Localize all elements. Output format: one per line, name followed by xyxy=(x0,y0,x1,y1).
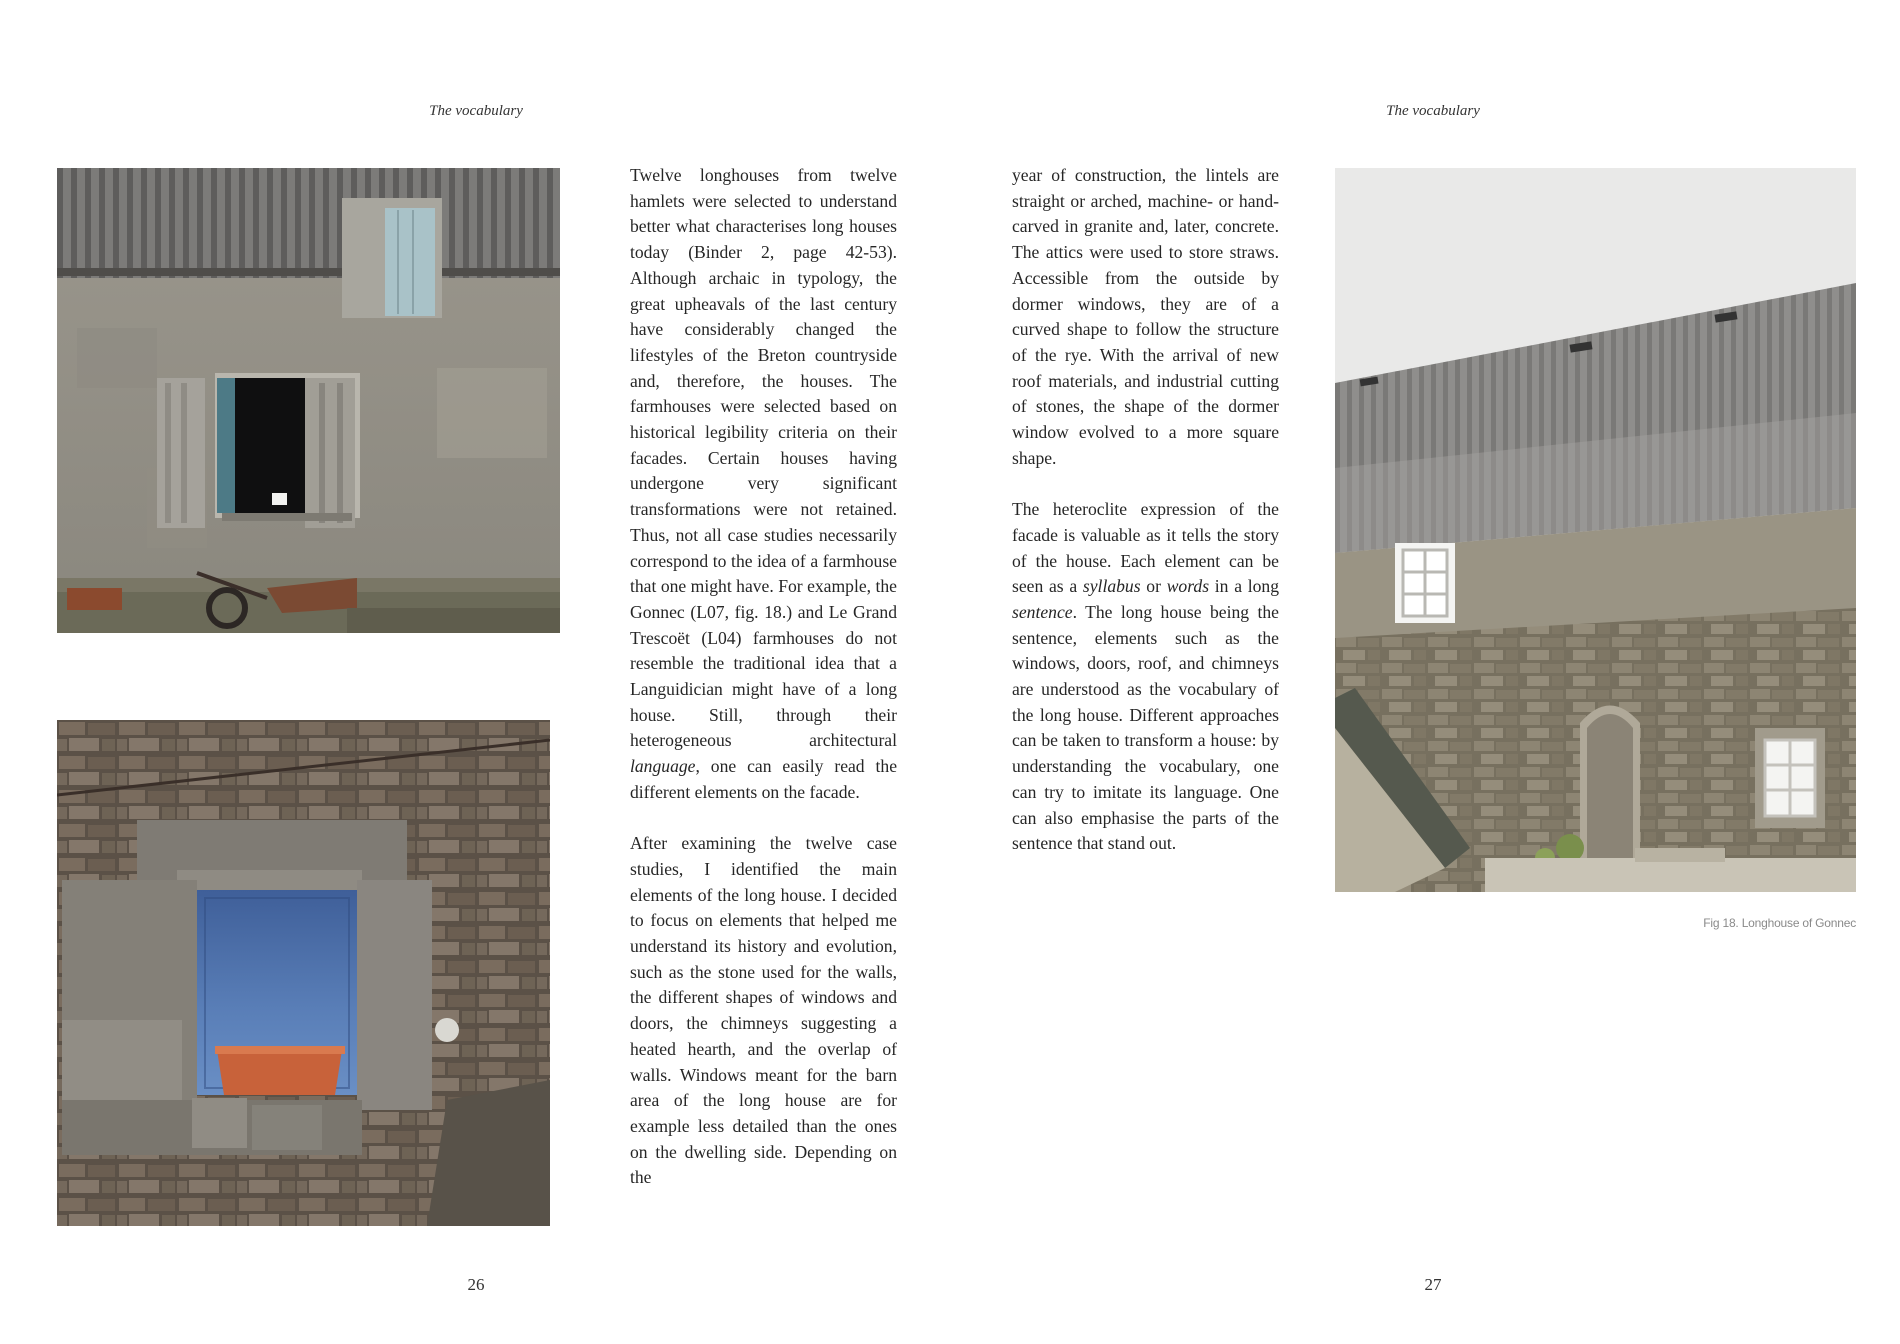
page-number: 26 xyxy=(467,1275,485,1294)
text-run: After examining the twelve case studies, I identified the main elements of the long house. I decided to focus on elements that helped me understand its history and evolution, such as the stone used for the walls, the different shapes of windows and doors, the chimneys suggesting a heated hearth, and the overlap of walls. Windows meant for the barn area of the long house are for example less detailed than the ones on the dwelling side. Depending on the xyxy=(630,833,897,1188)
photo-facade-window xyxy=(57,168,560,633)
figure-caption: Fig 18. Longhouse of Gonnec xyxy=(1703,916,1856,930)
text-run: . The long house being the sentence, elements such as the windows, doors, roof, and chimneys are understood as the vocabulary of the long house. Different approaches can be taken to transform a house: by understanding the vocabulary, one can try to imitate its language. One can also emphasise the parts of the sentence that stand out. xyxy=(1012,601,1279,854)
photo-blue-window xyxy=(57,720,550,1226)
emphasis-language: language xyxy=(630,756,696,777)
text-run: or xyxy=(1140,576,1167,597)
body-text-left xyxy=(630,163,897,1217)
emphasis-words: words xyxy=(1166,576,1210,597)
text-run: The heteroclite expression of the facade is valuable as it tells the story of the house. Each element can be seen as a xyxy=(1012,499,1279,597)
photo-longhouse-gonnec xyxy=(1335,168,1856,892)
text-run: Twelve longhouses from twelve hamlets were selected to understand better what characterises long houses today (Binder 2, page 42-53). Although archaic in typology, the great upheavals of the last century have considerably changed the lifestyles of the Breton countryside and, therefore, the houses. The farmhouses were selected based on historical legibility criteria on their facades. Certain houses having undergone very significant transformations were not retained. Thus, not all case studies necessarily correspond to the idea of a farmhouse that one might have. For example, the Gonnec (L07, fig. 18.) and Le Grand Trescoët (L04) farmhouses do not resemble the traditional idea that a Languidician might have of a long house. Still, through their heterogeneous architectural xyxy=(630,165,897,751)
text-run: year of construction, the lintels are straight or arched, machine- or hand-carved in granite and, later, concrete. The attics were used to store straws. Accessible from the outside by dormer windows, they are of a curved shape to follow the structure of the rye. With the arrival of new roof materials, and industrial cutting of stones, the shape of the dormer window evolved to a more square shape. xyxy=(1012,165,1279,468)
paragraph xyxy=(1012,163,1279,471)
page-number: 27 xyxy=(1424,1275,1442,1294)
text-run: , one can easily read the different elements on the facade. xyxy=(630,756,897,802)
running-head: The vocabulary xyxy=(1386,103,1480,119)
emphasis-syllabus: syllabus xyxy=(1082,576,1141,597)
body-text-right xyxy=(1012,163,1279,883)
emphasis-sentence: sentence xyxy=(1012,601,1073,622)
paragraph xyxy=(1012,497,1279,857)
paragraph xyxy=(630,831,897,1191)
text-run: in a long xyxy=(1209,576,1280,597)
right-page xyxy=(950,0,1900,1344)
paragraph xyxy=(630,163,897,806)
running-head: The vocabulary xyxy=(429,103,523,119)
